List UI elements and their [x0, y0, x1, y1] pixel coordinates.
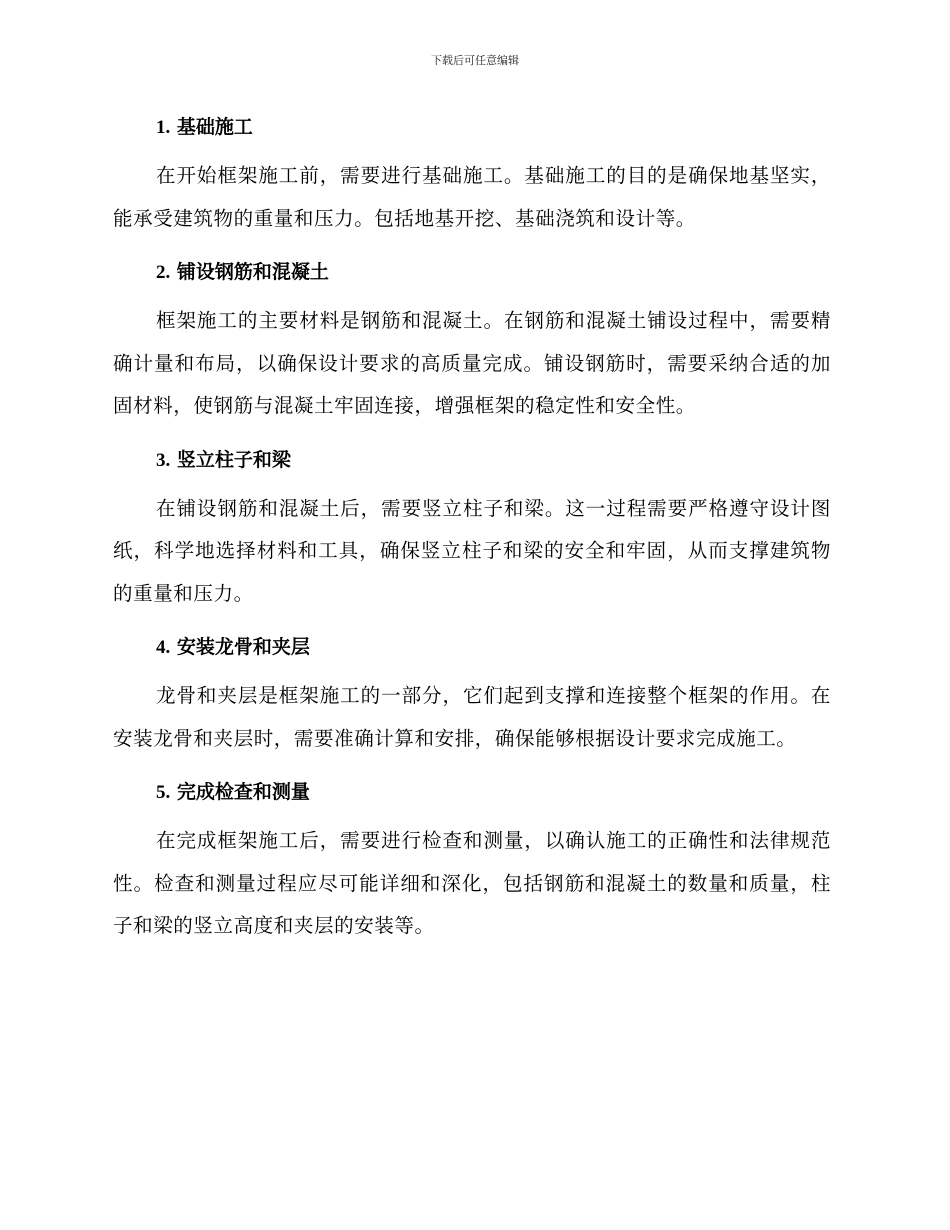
section-title: 完成检查和测量 [176, 781, 310, 803]
section-4 [113, 633, 831, 760]
section-heading [156, 113, 831, 141]
section-heading [156, 778, 831, 806]
section-number: 2. [156, 262, 171, 283]
section-number: 3. [156, 449, 171, 471]
section-number: 4. [156, 637, 171, 658]
section-heading [156, 258, 831, 286]
section-paragraph: 框架施工的主要材料是钢筋和混凝土。在钢筋和混凝土铺设过程中，需要精确计量和布局，以确保设计要求的高质量完成。铺设钢筋时，需要采纳合适的加固材料，使钢筋与混凝土牢固连接，增强框架的稳定性和安全性。 [113, 309, 831, 417]
section-heading [156, 446, 831, 474]
section-paragraph: 龙骨和夹层是框架施工的一部分，它们起到支撑和连接整个框架的作用。在安装龙骨和夹层时，需要准确计算和安排，确保能够根据设计要求完成施工。 [113, 684, 831, 750]
section-title: 竖立柱子和梁 [176, 448, 291, 471]
section-heading [156, 633, 831, 661]
section-2 [113, 258, 831, 428]
section-title: 基础施工 [176, 116, 253, 138]
section-5 [113, 778, 831, 948]
section-title: 铺设钢筋和混凝土 [176, 261, 329, 283]
section-1 [113, 113, 831, 240]
section-title: 安装龙骨和夹层 [176, 636, 310, 658]
document-body [113, 113, 831, 966]
section-number: 1. [156, 117, 171, 138]
section-paragraph: 在铺设钢筋和混凝土后，需要竖立柱子和梁。这一过程需要严格遵守设计图纸，科学地选择材料和工具，确保竖立柱子和梁的安全和牢固，从而支撑建筑物的重量和压力。 [113, 496, 831, 605]
section-number: 5. [156, 782, 171, 803]
section-paragraph: 在完成框架施工后，需要进行检查和测量，以确认施工的正确性和法律规范性。检查和测量过程应尽可能详细和深化，包括钢筋和混凝土的数量和质量，柱子和梁的竖立高度和夹层的安装等。 [113, 829, 831, 937]
section-3 [113, 446, 831, 616]
page-header: 下载后可任意编辑 [431, 54, 519, 67]
section-paragraph: 在开始框架施工前，需要进行基础施工。基础施工的目的是确保地基坚实，能承受建筑物的重量和压力。包括地基开挖、基础浇筑和设计等。 [113, 164, 831, 230]
